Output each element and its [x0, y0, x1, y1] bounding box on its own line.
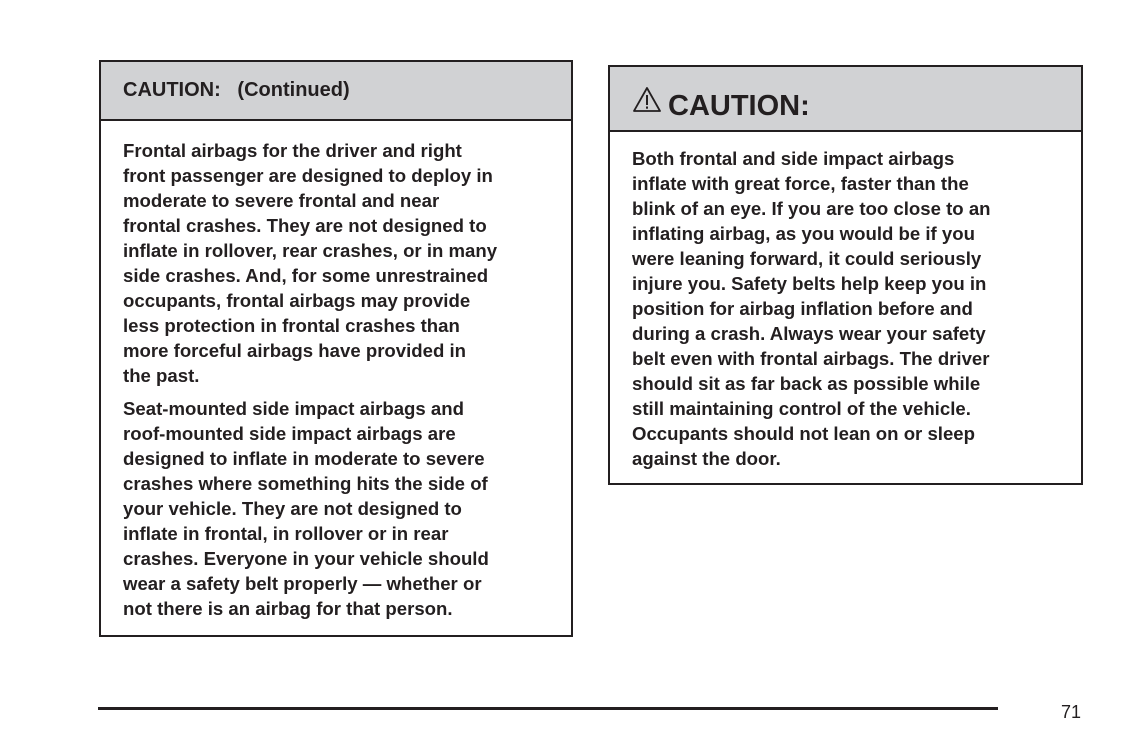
- caution-body: [610, 132, 1081, 471]
- paragraph: [123, 138, 571, 388]
- text-line: wear a safety belt properly — whether or: [123, 573, 482, 594]
- text-line: inflate in frontal, in rollover or in rear: [123, 523, 449, 544]
- text-line: roof-mounted side impact airbags are: [123, 423, 456, 444]
- text-line: against the door.: [632, 448, 781, 469]
- text-line: Seat-mounted side impact airbags and: [123, 398, 464, 419]
- caution-body: [101, 121, 571, 621]
- caution-continued-box: [99, 60, 573, 637]
- caution-header: CAUTION: (Continued): [101, 62, 571, 121]
- text-line: less protection in frontal crashes than: [123, 315, 460, 336]
- text-line: inflate in rollover, rear crashes, or in many: [123, 240, 498, 261]
- text-line: Frontal airbags for the driver and right: [123, 140, 462, 161]
- text-line: were leaning forward, it could seriously: [632, 248, 982, 269]
- paragraph: [632, 146, 1081, 471]
- paragraph: [123, 396, 571, 621]
- text-line: inflate with great force, faster than the: [632, 173, 969, 194]
- text-line: more forceful airbags have provided in: [123, 340, 467, 361]
- text-line: during a crash. Always wear your safety: [632, 323, 986, 344]
- warning-triangle-icon: [632, 86, 662, 113]
- page-number: 71: [1061, 702, 1082, 722]
- caution-title: CAUTION:: [668, 90, 810, 122]
- text-line: your vehicle. They are not designed to: [123, 498, 462, 519]
- text-line: position for airbag inflation before and: [632, 298, 973, 319]
- text-line: occupants, frontal airbags may provide: [123, 290, 471, 311]
- caution-box: [608, 65, 1083, 485]
- text-line: injure you. Safety belts help keep you in: [632, 273, 987, 294]
- text-line: crashes. Everyone in your vehicle should: [123, 548, 489, 569]
- text-line: the past.: [123, 365, 200, 386]
- text-line: should sit as far back as possible while: [632, 373, 981, 394]
- text-line: belt even with frontal airbags. The driver: [632, 348, 990, 369]
- text-line: not there is an airbag for that person.: [123, 598, 453, 619]
- caution-header: [610, 67, 1081, 132]
- text-line: Both frontal and side impact airbags: [632, 148, 955, 169]
- text-line: Occupants should not lean on or sleep: [632, 423, 975, 444]
- text-line: still maintaining control of the vehicle.: [632, 398, 971, 419]
- text-line: side crashes. And, for some unrestrained: [123, 265, 489, 286]
- text-line: front passenger are designed to deploy in: [123, 165, 493, 186]
- text-line: moderate to severe frontal and near: [123, 190, 440, 211]
- text-line: designed to inflate in moderate to severe: [123, 448, 485, 469]
- text-line: inflating airbag, as you would be if you: [632, 223, 975, 244]
- text-line: crashes where something hits the side of: [123, 473, 488, 494]
- footer-rule: [98, 707, 998, 710]
- text-line: frontal crashes. They are not designed to: [123, 215, 487, 236]
- text-line: blink of an eye. If you are too close to an: [632, 198, 991, 219]
